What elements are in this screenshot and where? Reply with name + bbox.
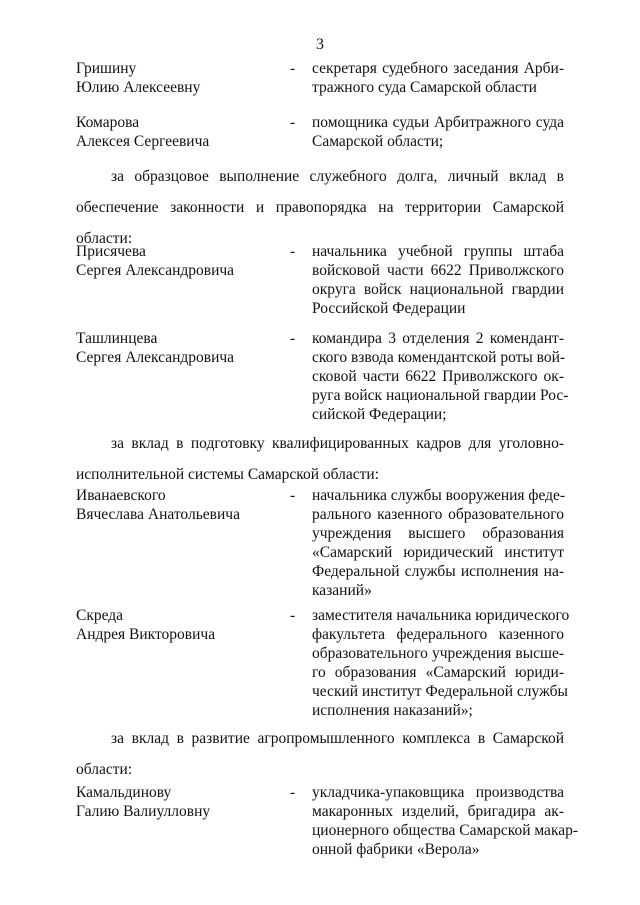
person-name	[76, 59, 276, 97]
position-line: казаний»	[312, 582, 372, 599]
name-line: Камальдинову	[76, 784, 172, 801]
name-line: Вячеслава Анатольевича	[76, 506, 240, 523]
dash-separator: -	[290, 784, 296, 801]
position-line: Федеральной службы исполнения на-	[312, 563, 564, 580]
section-paragraph	[76, 428, 564, 490]
position-line: начальника службы вооружения феде-	[312, 487, 566, 504]
position-line: командира 3 отделения 2 комендант-	[312, 330, 564, 347]
position-line: макаронных изделий, бригадира ак-	[312, 803, 564, 820]
position-line: рального казенного образовательного	[312, 506, 564, 523]
person-name	[76, 486, 276, 524]
position-line: начальника учебной группы штаба	[312, 243, 564, 260]
position-line: сийской Федерации;	[312, 406, 447, 423]
person-position	[312, 606, 570, 720]
person-position	[312, 113, 564, 151]
position-line: заместителя начальника юридического	[312, 607, 570, 624]
position-line: округа войск национальной гвардии	[312, 281, 564, 298]
position-line: исполнения наказаний»;	[312, 702, 473, 719]
person-name	[76, 783, 276, 821]
position-line: «Самарский юридический институт	[312, 544, 564, 561]
person-position	[312, 242, 564, 318]
position-line: ского взвода комендантской роты вой-	[312, 349, 566, 366]
dash-separator: -	[290, 60, 296, 77]
name-line: Андрея Викторовича	[76, 626, 216, 643]
position-line: ческий институт Федеральной службы	[312, 683, 568, 700]
name-line: Юлию Алексеевну	[76, 79, 201, 96]
position-line: Самарской области;	[312, 133, 444, 150]
name-line: Скреда	[76, 607, 124, 624]
dash-separator: -	[290, 607, 296, 624]
name-line: Сергея Александровича	[76, 349, 235, 366]
person-name	[76, 606, 276, 644]
name-line: Алексея Сергеевича	[76, 133, 210, 150]
position-line: тражного суда Самарской области	[312, 79, 537, 96]
section-paragraph	[76, 161, 564, 254]
name-line: Ташлинцева	[76, 330, 158, 347]
paragraph-line: исполнительной системы Самарской области:	[76, 466, 380, 483]
position-line: помощника судьи Арбитражного суда	[312, 114, 564, 131]
name-line: Галию Валиулловну	[76, 803, 211, 820]
name-line: Гришину	[76, 60, 137, 77]
paragraph-line: за образцовое выполнение служебного долга, личный вклад в	[111, 168, 564, 185]
section-paragraph	[76, 723, 564, 785]
dash-separator: -	[290, 243, 296, 260]
position-line: войсковой части 6622 Приволжского	[312, 262, 564, 279]
name-line: Комарова	[76, 114, 140, 131]
paragraph-line: за вклад в подготовку квалифицированных кадров для уголовно-	[111, 435, 564, 452]
position-line: онной фабрики «Верола»	[312, 841, 480, 858]
paragraph-line: обеспечение законности и правопорядка на территории Самарской	[76, 199, 564, 216]
position-line: сковой части 6622 Приволжского ок-	[312, 368, 564, 385]
person-name	[76, 242, 276, 280]
person-position	[312, 59, 564, 97]
person-position	[312, 783, 579, 859]
name-line: Сергея Александровича	[76, 262, 235, 279]
position-line: укладчика-упаковщика производства	[312, 784, 564, 801]
person-position	[312, 486, 564, 600]
position-line: ционерного общества Самарской макар-	[312, 822, 579, 839]
person-position	[312, 329, 569, 424]
position-line: учреждения высшего образования	[312, 525, 564, 542]
position-line: образовательного учреждения высше-	[312, 645, 564, 662]
paragraph-line: области:	[76, 761, 133, 778]
position-line: го образования «Самарский юриди-	[312, 664, 564, 681]
position-line: факультета федерального казенного	[312, 626, 564, 643]
paragraph-line: за вклад в развитие агропромышленного комплекса в Самарской	[111, 730, 564, 747]
page-number: 3	[316, 36, 324, 53]
position-line: Российской Федерации	[312, 300, 466, 317]
person-name	[76, 329, 276, 367]
person-name	[76, 113, 276, 151]
position-line: руга войск национальной гвардии Рос-	[312, 387, 569, 404]
name-line: Иванаевского	[76, 487, 166, 504]
name-line: Присячева	[76, 243, 146, 260]
dash-separator: -	[290, 114, 296, 131]
dash-separator: -	[290, 330, 296, 347]
position-line: секретаря судебного заседания Арби-	[312, 60, 564, 77]
paragraph-line: области:	[76, 230, 133, 247]
dash-separator: -	[290, 487, 296, 504]
